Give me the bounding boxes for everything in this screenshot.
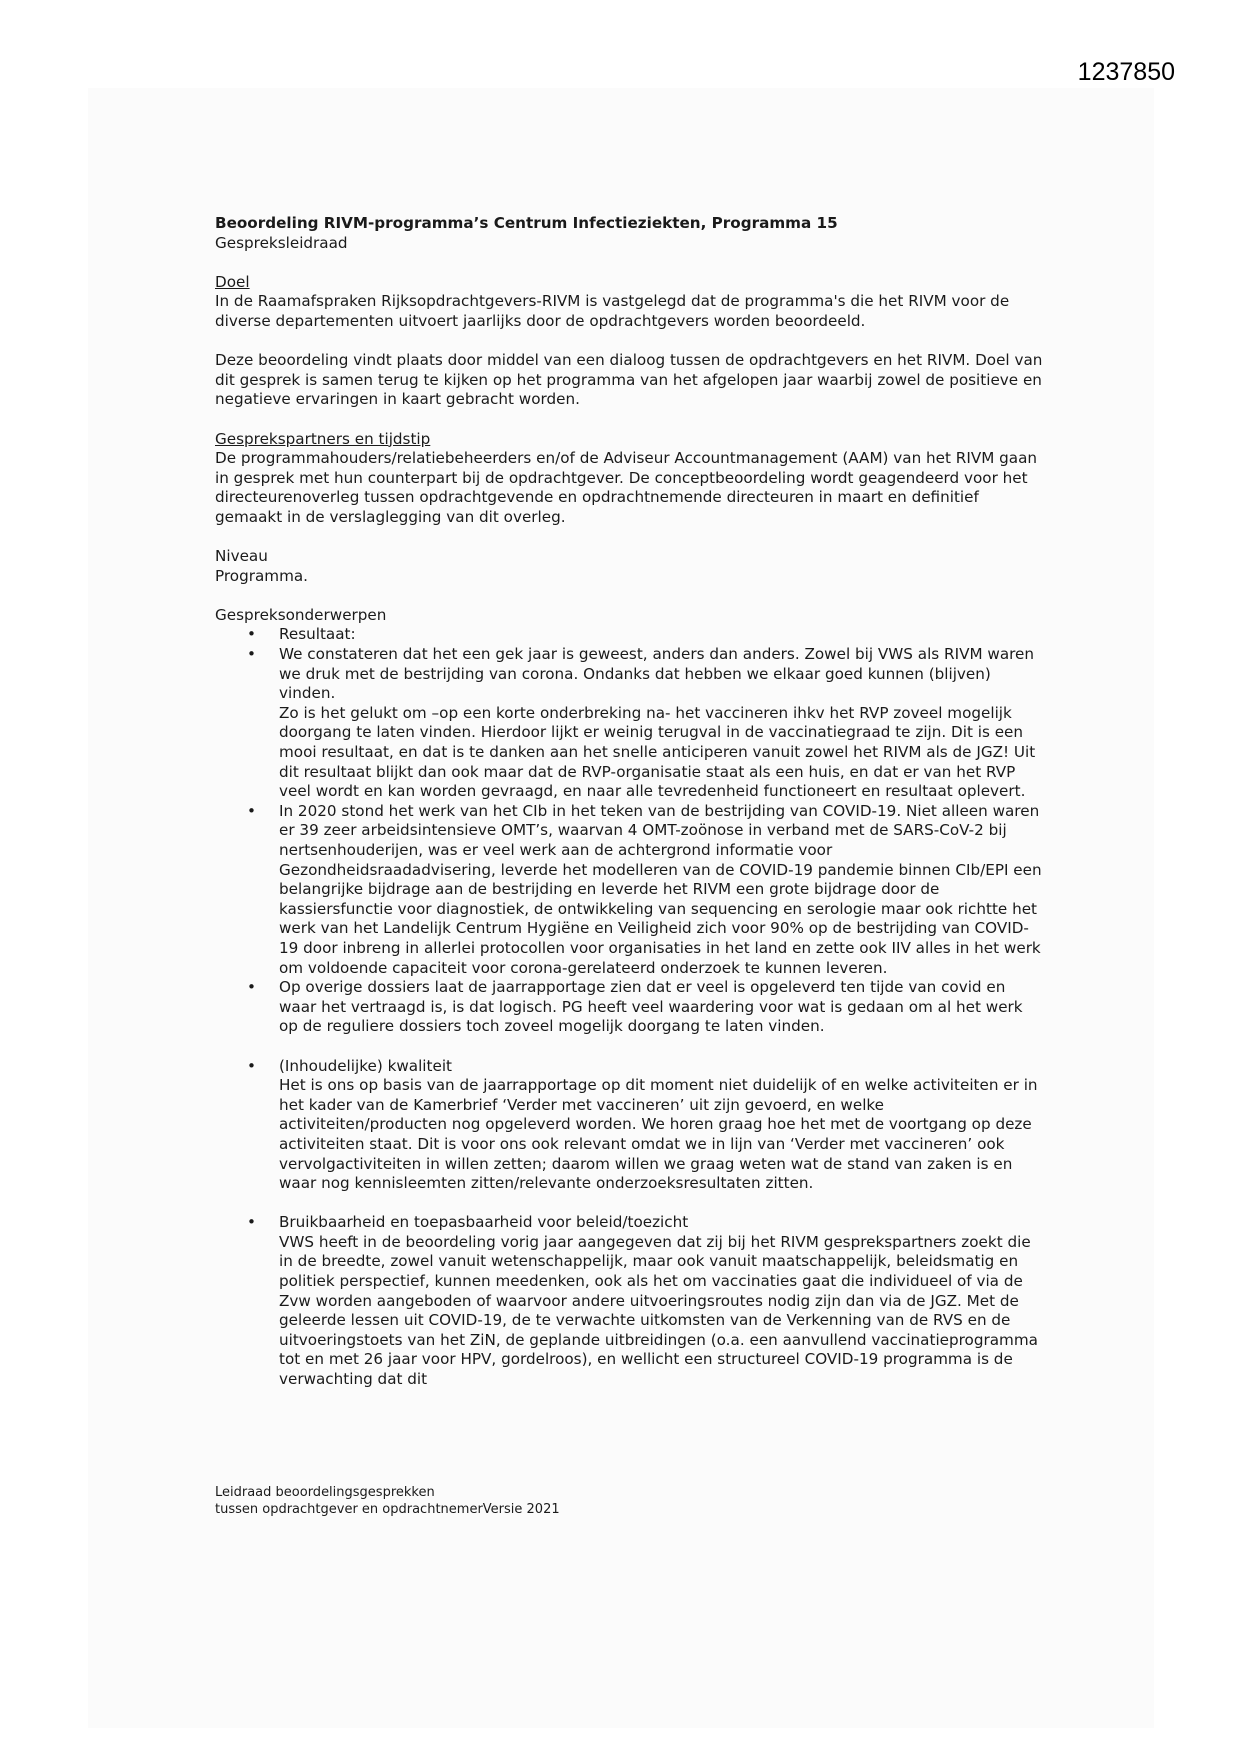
doel-paragraph-2: Deze beoordeling vindt plaats door middel van een dialoog tussen de opdrachtgevers en het RIVM. Doel van dit gesprek is samen terug te kijken op het programma van het afgelopen jaar waarbij zowel de positieve en negatieve ervaringen in kaart gebracht worden. [215, 351, 1043, 409]
list-item [279, 978, 1045, 1056]
partners-paragraph: De programmahouders/relatiebeheerders en/of de Adviseur Accountmanagement (AAM) van het RIVM gaan in gesprek met hun counterpart bij de opdrachtgever. De conceptbeoordeling wordt geagendeerd voor het directeurenoverleg tussen opdrachtgevende en opdrachtnemende directeuren in maart en definitief gemaakt in de verslaglegging van dit overleg. [215, 449, 1038, 526]
partners-heading: Gesprekspartners en tijdstip [215, 429, 431, 448]
list-item-text-continued: VWS heeft in de beoordeling vorig jaar aangegeven dat zij bij het RIVM gesprekspartners zoekt die in de breedte, zowel vanuit wetenschappelijk, maar ook vanuit maatschappelijk, beleidsmatig en politiek perspectief, kunnen meedenken, ook als het om vaccinaties gaat die individueel of via de Zvw worden aangeboden of waarvoor andere uitvoeringsroutes nodig zijn dan via de JGZ. Met de geleerde lessen uit COVID-19, de te verwachte uitkomsten van de Verkenning van de RVS en de uitvoeringstoets van het ZiN, de geplande uitbreidingen (o.a. een aanvullend vaccinatieprogramma tot en met 26 jaar voor HPV, gordelroos), en wellicht een structureel COVID-19 programma is de verwachting dat dit [279, 1232, 1038, 1389]
list-item [279, 645, 1045, 802]
list-item [279, 1057, 1045, 1214]
list-item [279, 1213, 1045, 1389]
list-item-text-continued: Het is ons op basis van de jaarrapportage op dit moment niet duidelijk of en welke activiteiten er in het kader van de Kamerbrief ‘Verder met vaccineren’ uit zijn gevoerd, en welke activiteiten/producten nog opgeleverd worden. We horen graag hoe het met de voortgang op deze activiteiten staat. Dit is voor ons ook relevant omdat we in lijn van ‘Verder met vaccineren’ ook vervolgactiviteiten in willen zetten; daarom willen we graag weten wat de stand van zaken is en waar nog kennisleemten zitten/relevante onderzoeksresultaten zitten. [279, 1076, 1038, 1193]
document-body [215, 214, 1045, 1390]
list-item-text-continued: Zo is het gelukt om –op een korte onderbreking na- het vaccineren ihkv het RVP zoveel mogelijk doorgang te laten vinden. Hierdoor lijkt er weinig terugval in de vaccinatiegraad te zijn. Dit is een mooi resultaat, en dat is te danken aan het snelle anticiperen vanuit zowel het RIVM als de JGZ! Uit dit resultaat blijkt dan ook maar dat de RVP-organisatie staat als een huis, en dat er van het RVP veel wordt en kan worden gevraagd, en naar alle tevredenheid functioneert en resultaat oplevert. [279, 703, 1036, 801]
document-title: Beoordeling RIVM-programma’s Centrum Infectieziekten, Programma 15 [215, 214, 838, 232]
document-subtitle: Gespreksleidraad [215, 233, 348, 252]
list-item-text: • Bruikbaarheid en toepasbaarheid voor beleid/toezicht [279, 1213, 689, 1232]
doel-paragraph-1: In de Raamafspraken Rijksopdrachtgevers-RIVM is vastgelegd dat de programma's die het RIVM voor de diverse departementen uitvoert jaarlijks door de opdrachtgevers worden beoordeeld. [215, 292, 1010, 330]
doel-heading: Doel [215, 272, 250, 291]
onderwerpen-heading: Gespreksonderwerpen [215, 605, 387, 624]
list-item-text: • We constateren dat het een gek jaar is geweest, anders dan anders. Zowel bij VWS als RIVM waren we druk met de bestrijding van corona. Ondanks dat hebben we elkaar goed kunnen (blijven) vinden. [279, 645, 1035, 703]
footer-line-2: tussen opdrachtgever en opdrachtnemerVersie 2021 [215, 1502, 560, 1517]
niveau-heading: Niveau [215, 547, 268, 566]
list-item [279, 802, 1045, 978]
topics-list [215, 625, 1045, 1389]
list-item-text: • In 2020 stond het werk van het CIb in het teken van de bestrijding van COVID-19. Niet alleen waren er 39 zeer arbeidsintensieve OMT’s, waarvan 4 OMT-zoönose in verband met de SARS-CoV-2 bij nertsenhouderijen, was er veel werk aan de achtergrond informatie voor Gezondheidsraadadvisering, leverde het modelleren van de COVID-19 pandemie binnen CIb/EPI een belangrijke bijdrage aan de bestrijding en leverde het RIVM een grote bijdrage door de kassiersfunctie voor diagnostiek, de ontwikkeling van sequencing en serologie maar ook richtte het werk van het Landelijk Centrum Hygiëne en Veiligheid zich voor 90% op de bestrijding van COVID-19 door inbreng in allerlei protocollen voor organisaties in het land en zette ook IIV alles in het werk om voldoende capaciteit voor corona-gerelateerd onderzoek te kunnen leveren. [279, 801, 1042, 977]
list-item-text: • (Inhoudelijke) kwaliteit [279, 1056, 453, 1075]
list-item-text: • Op overige dossiers laat de jaarrapportage zien dat er veel is opgeleverd ten tijde van covid en waar het vertraagd is, is dat logisch. PG heeft veel waardering voor wat is gedaan om al het werk op de reguliere dossiers toch zoveel mogelijk doorgang te laten vinden. [279, 978, 1023, 1036]
footer-line-1: Leidraad beoordelingsgesprekken [215, 1485, 435, 1500]
document-id: 1237850 [1077, 58, 1175, 86]
page-footer [215, 1484, 560, 1518]
list-item [279, 625, 1045, 645]
list-item-text: • Resultaat: [279, 625, 356, 644]
niveau-text: Programma. [215, 566, 309, 585]
